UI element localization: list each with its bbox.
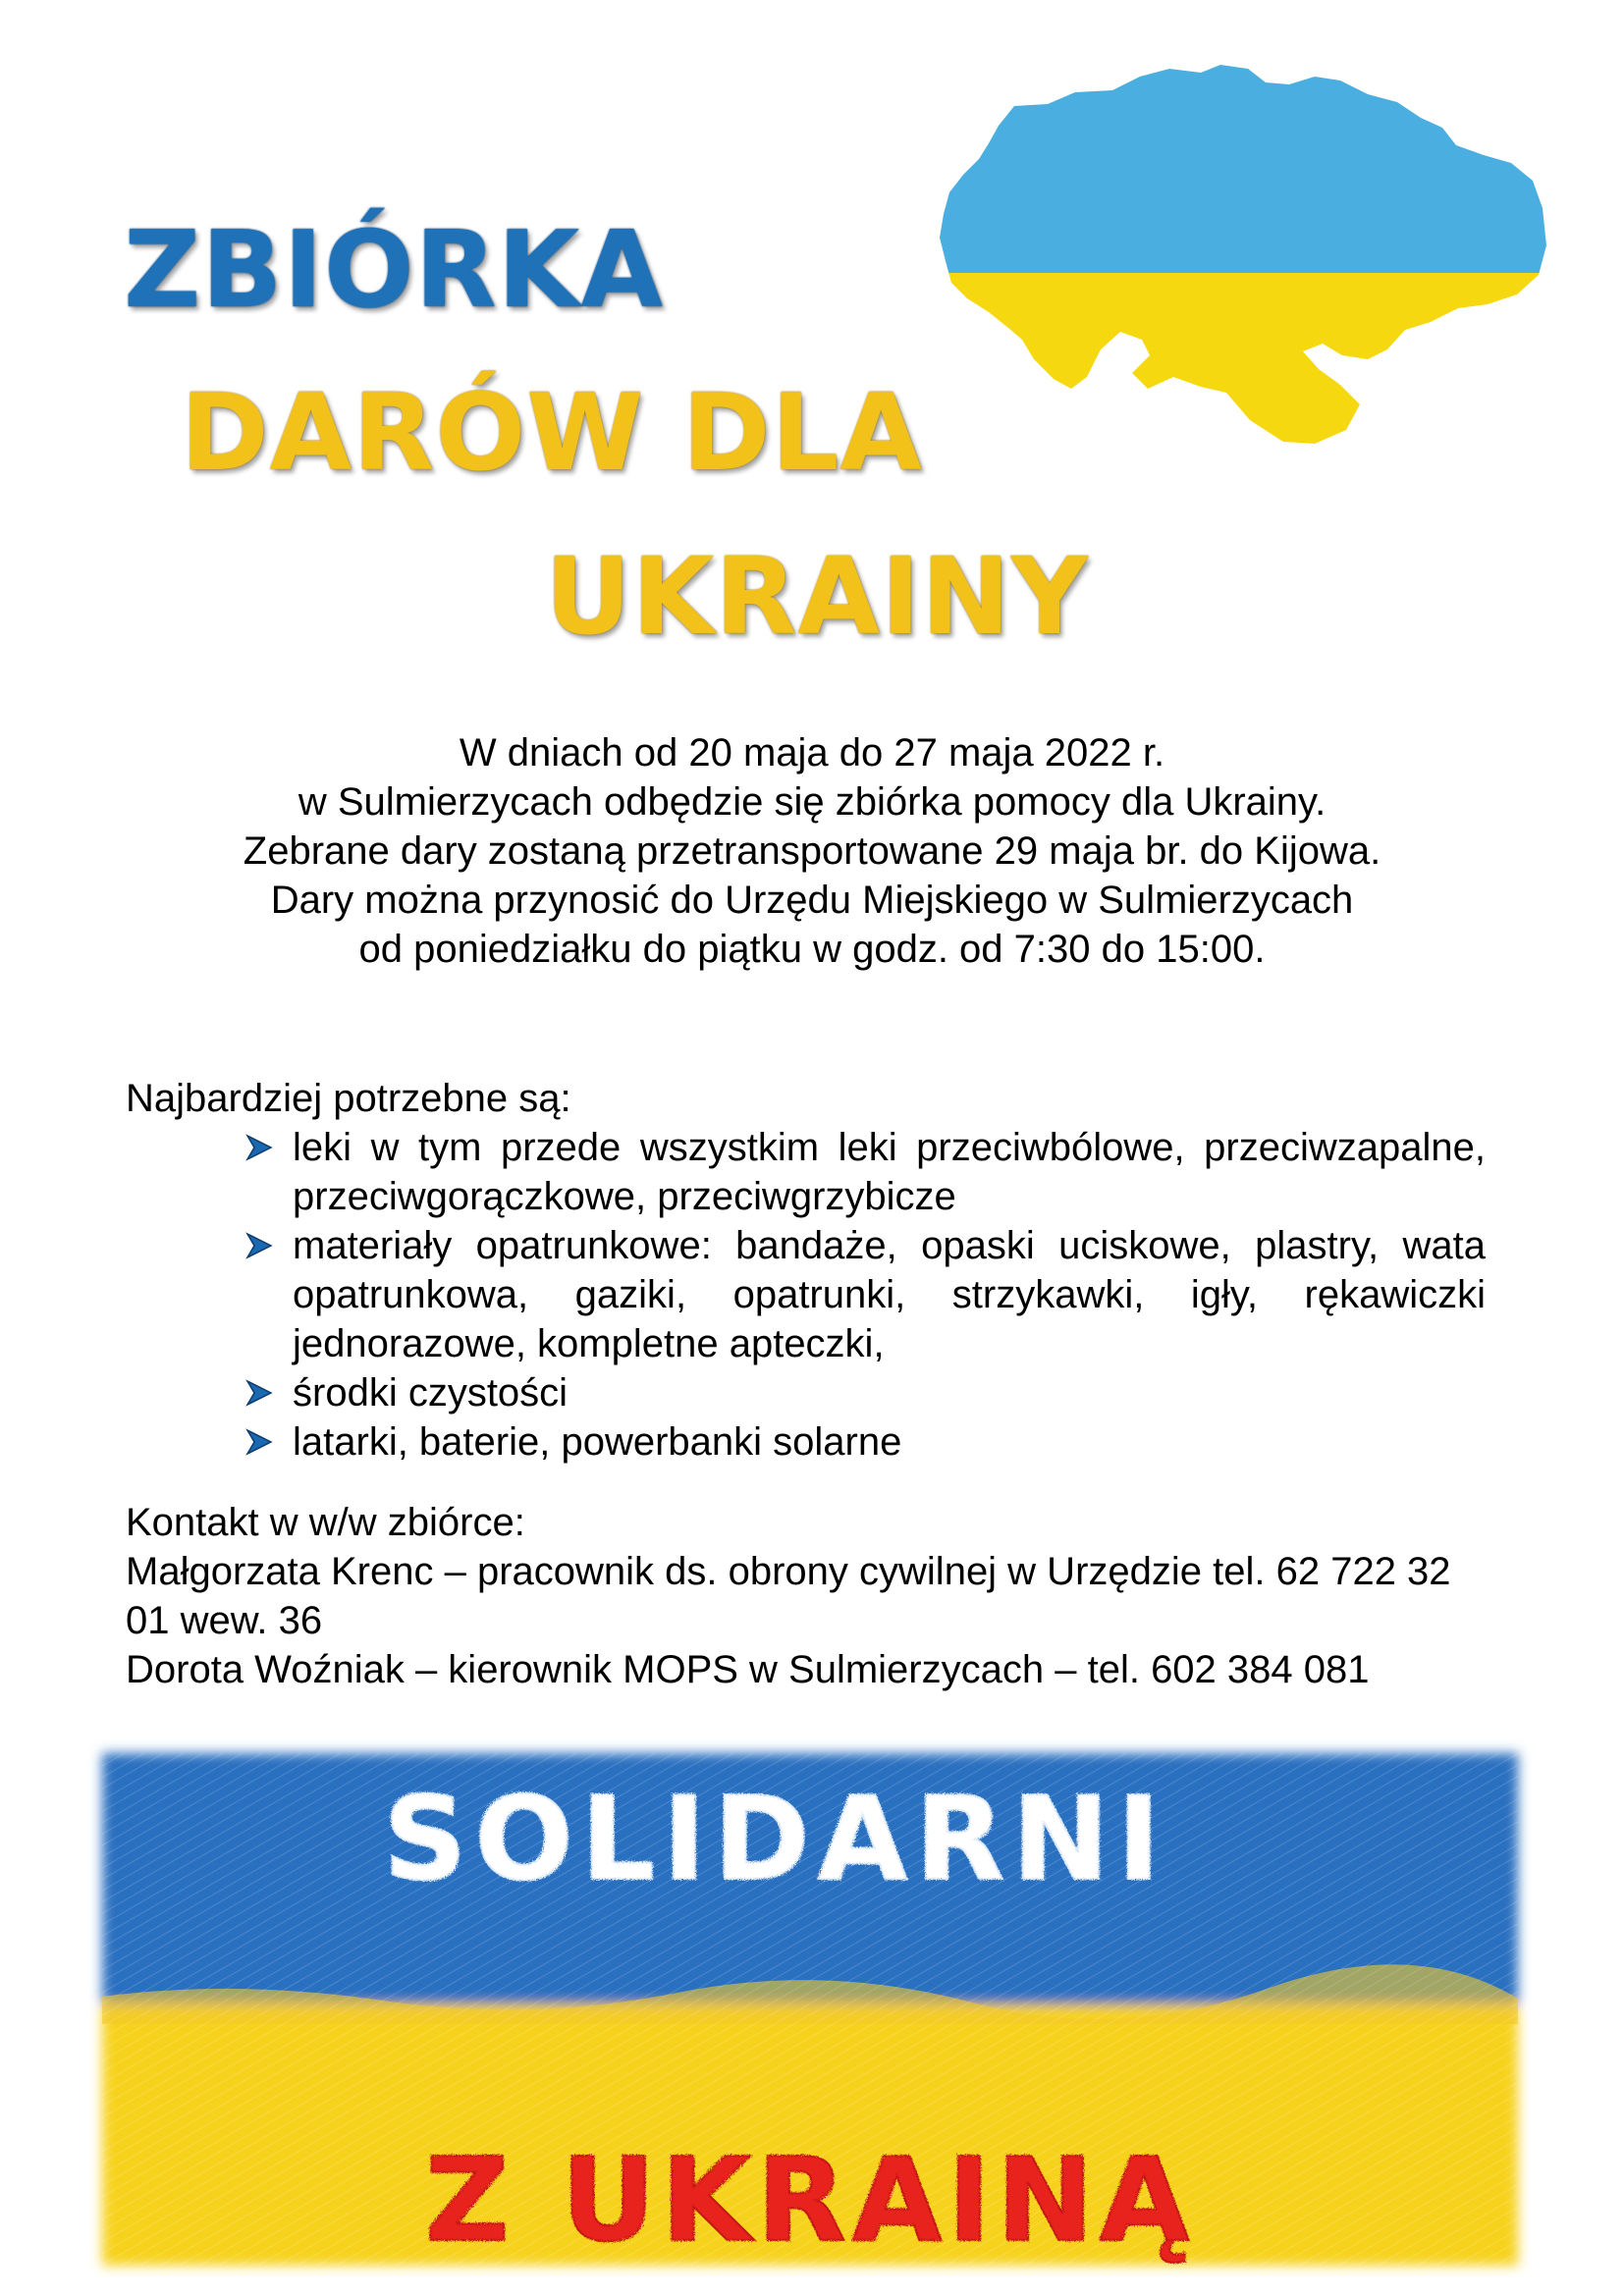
arrow-bullet-icon bbox=[244, 1377, 275, 1409]
headline-zbiorka: ZBIÓRKA bbox=[124, 209, 665, 332]
intro-line: w Sulmierzycach odbędzie się zbiórka pomocy dla Ukrainy. bbox=[298, 780, 1326, 824]
list-item bbox=[244, 1417, 1486, 1467]
ukraine-map-icon bbox=[938, 65, 1576, 497]
arrow-bullet-icon bbox=[244, 1132, 275, 1163]
banner-bottom-text: Z UKRAINĄ bbox=[424, 2132, 1196, 2268]
list-item-text: środki czystości bbox=[293, 1371, 568, 1415]
contact-section bbox=[126, 1498, 1500, 1694]
contact-line: Dorota Woźniak – kierownik MOPS w Sulmierzycach – tel. 602 384 081 bbox=[126, 1648, 1370, 1691]
intro-line: Zebrane dary zostaną przetransportowane 29 maja br. do Kijowa. bbox=[243, 829, 1381, 873]
needs-list bbox=[244, 1123, 1486, 1467]
arrow-bullet-icon bbox=[244, 1230, 275, 1261]
list-item-text: leki w tym przede wszystkim leki przeciwbólowe, przeciwzapalne, przeciwgorączkowe, przeciwgrzybicze bbox=[293, 1126, 1486, 1218]
intro-line: W dniach od 20 maja do 27 maja 2022 r. bbox=[459, 731, 1165, 774]
list-item-text: latarki, baterie, powerbanki solarne bbox=[293, 1420, 902, 1464]
banner-top-text: SOLIDARNI bbox=[383, 1771, 1168, 1906]
solidarity-banner bbox=[88, 1739, 1532, 2279]
intro-line: od poniedziałku do piątku w godz. od 7:30 do 15:00. bbox=[358, 928, 1266, 971]
intro-text bbox=[98, 728, 1526, 974]
intro-line: Dary można przynosić do Urzędu Miejskiego w Sulmierzycach bbox=[270, 879, 1354, 922]
headline-darow-dla: DARÓW DLA bbox=[181, 372, 923, 495]
list-item bbox=[244, 1221, 1486, 1368]
arrow-bullet-icon bbox=[244, 1426, 275, 1458]
contact-title: Kontakt w w/w zbiórce: bbox=[126, 1501, 525, 1544]
list-item-text: materiały opatrunkowe: bandaże, opaski uciskowe, plastry, wata opatrunkowa, gaziki, opatrunki, strzykawki, igły, rękawiczki jednorazowe, kompletne apteczki, bbox=[293, 1224, 1486, 1365]
contact-line: Małgorzata Krenc – pracownik ds. obrony cywilnej w Urzędzie tel. 62 722 32 01 wew. 36 bbox=[126, 1550, 1451, 1642]
list-item bbox=[244, 1368, 1486, 1417]
headline-ukrainy: UKRAINY bbox=[545, 536, 1089, 659]
needs-title: Najbardziej potrzebne są: bbox=[126, 1077, 571, 1120]
list-item bbox=[244, 1123, 1486, 1221]
